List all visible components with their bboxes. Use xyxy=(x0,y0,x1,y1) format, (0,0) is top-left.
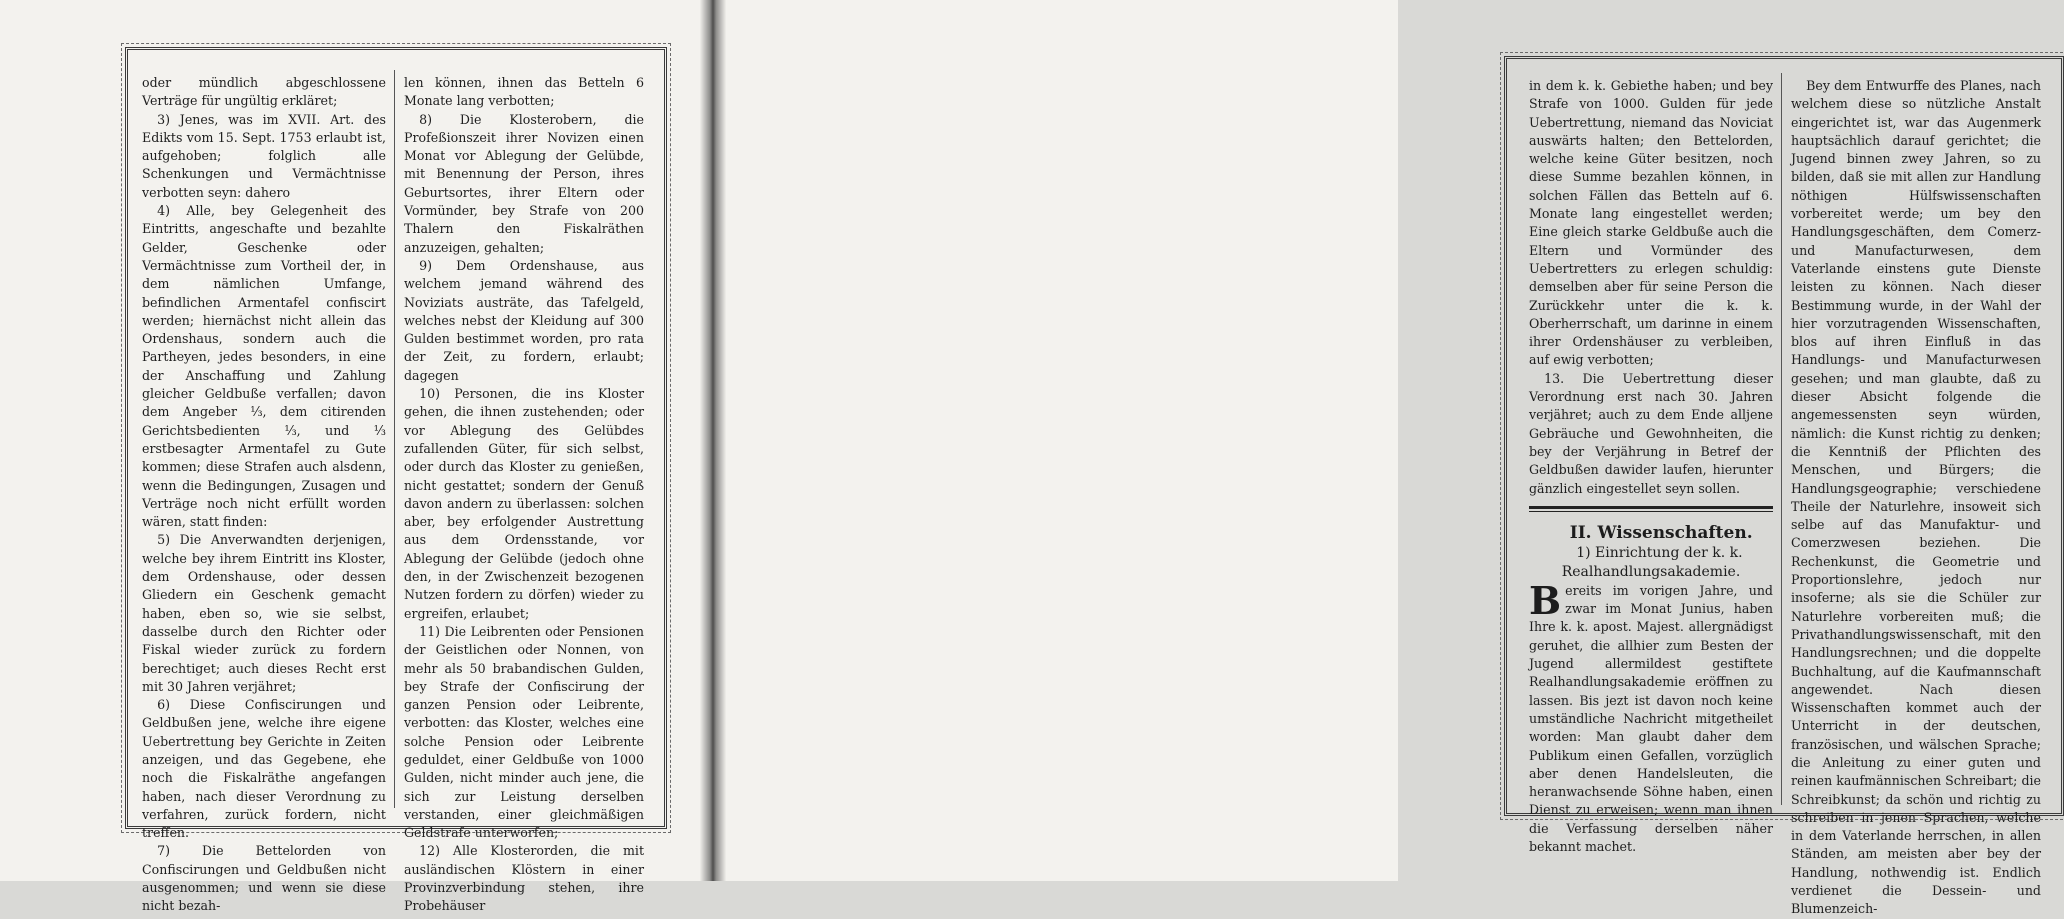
column-divider xyxy=(394,70,395,808)
paragraph: Bey dem Entwurffe des Planes, nach welchem diese so nützliche Anstalt eingerichtet ist, war das Augenmerk hauptsächlich darauf gerichtet; die Jugend binnen zwey Jahren, so zu bilden, daß sie mit allen zur Handlung nöthigen Hülfswissenschaften vorbereitet werde; um bey den Handlungsgeschäften, dem Comerz- und Manufacturwesen, dem Vaterlande einstens gute Dienste leisten zu können. Nach dieser Bestimmung wurde, in der Wahl der hier vorzutragenden Wissenschaften, blos auf ihren Einfluß in das Handlungs- und Manufacturwesen gesehen; und man glaubte, daß zu dieser Absicht folgende die angemessensten seyn würden, nämlich: die Kunst richtig zu denken; die Kenntniß der Pflichten des Menschen, und Bürgers; die Handlungsgeographie; verschiedene Theile der Naturlehre, insoweit sich selbe auf das Manufaktur- und Comerzwesen beziehen. Die Rechenkunst, die Geometrie und Proportionslehre, jedoch nur insoferne; als sie die Schüler zur Naturlehre vorbereiten muß; die Privathandlungswissenschaft, mit den Handlungsrechnen; und die doppelte Buchhaltung, auf die Kaufmannschaft angewendet. Nach diesen Wissenschaften kommet auch der Unterricht in der deutschen, französischen, und wälschen Sprache; die Anleitung zu einer guten und reinen kaufmännischen Schreibart; die Schreibkunst; da schön und richtig zu schreiben in jenen Sprachen, welche in dem Vaterlande herrschen, in allen Ständen, am meisten aber bey der Handlung, nothwendig ist. Endlich verdienet die Dessein- und Blumenzeich- xyxy=(1791,78,2041,917)
paragraph: 3) Jenes, was im XVII. Art. des Edikts vom 15. Sept. 1753 erlaubt ist, aufgehoben; folglich alle Schenkungen und Vermächtnisse verbotten seyn: dahero xyxy=(142,111,386,200)
section-heading: II. Wissenschaften. xyxy=(1569,522,1753,543)
section-rule xyxy=(1529,506,1773,512)
column-divider xyxy=(1781,73,1782,805)
paragraph: 12) Alle Klosterorden, die mit ausländischen Klöstern in einer Provinzverbindung stehen, ihre Probehäuser xyxy=(404,843,644,914)
article-intro-paragraph xyxy=(1529,577,1773,856)
paragraph: 8) Die Klosterobern, die Profeßionszeit ihrer Novizen einen Monat vor Ablegung der Gelübde, mit Benennung der Person, ihres Geburtsortes, ihrer Eltern oder Vormünder, bey Strafe von 200 Thalern den Fiskalräthen anzuzeigen, gehalten; xyxy=(404,111,644,255)
left-page-column-2 xyxy=(404,74,644,916)
paragraph: 4) Alle, bey Gelegenheit des Eintritts, angeschafte und bezahlte Gelder, Geschenke oder Vermächtnisse zum Vortheil der, in dem nämlichen Umfange, befindlichen Armentafel confiscirt werden; hiernächst nicht allein das Ordenshaus, sondern auch die Partheyen, jedes besonders, in eine der Anschaffung und Zahlung gleicher Geldbuße verfallen; davon dem Angeber ⅓, dem citirenden Gerichtsbedienten ⅓, und ⅓ erstbesagter Armentafel zu Gute kommen; diese Strafen auch alsdenn, wenn die Bedingungen, Zusagen und Verträge noch nicht erfüllt worden wären, statt finden: xyxy=(142,203,386,530)
article-intro-text: ereits im vorigen Jahre, und zwar im Monat Junius, haben Ihre k. k. apost. Majest. allergnädigst geruhet, die allhier zum Besten der Jugend allermildest gestiftete Realhandlungsakademie eröffnen zu lassen. Bis jezt ist davon noch keine umständliche Nachricht mitgetheilet worden: Man glaubt daher dem Publikum einen Gefallen, vorzüglich aber denen Handelsleuten, die heranwachsende Söhne haben, einen Dienst zu erweisen; wenn man ihnen die Verfassung derselben näher bekannt machet. xyxy=(1529,582,1773,854)
sub-heading: 1) Einrichtung der k. k. Realhandlungsakademie. xyxy=(1561,544,1743,580)
paragraph: 11) Die Leibrenten oder Pensionen der Geistlichen oder Nonnen, von mehr als 50 brabandischen Gulden, bey Strafe der Confiscirung der ganzen Pension oder Leibrente, verbotten: das Kloster, welches eine solche Pension oder Leibrente geduldet, einer Geldbuße von 1000 Gulden, nicht minder auch jene, die sich zur Leistung derselben verstanden, einer gleichmäßigen Geldstrafe unterworfen; xyxy=(404,623,644,841)
right-page-border xyxy=(1504,56,2064,917)
paragraph: 13. Die Uebertrettung dieser Verordnung erst nach 30. Jahren verjähret; auch zu dem Ende alljene Gebräuche und Gewohnheiten, die bey der Verjährung in Betref der Geldbußen dawider laufen, hierunter gänzlich eingestellet seyn sollen. xyxy=(1529,370,1773,496)
paragraph: 5) Die Anverwandten derjenigen, welche bey ihrem Eintritt ins Kloster, dem Ordenshause, oder dessen Gliedern ein Geschenk gemacht haben, eben so, wie sie selbst, dasselbe durch den Richter oder Fiskal wieder zurück zu fordern berechtiget; auch dieses Recht erst mit 30 Jahren verjähret; xyxy=(142,532,386,694)
right-page-column-1 xyxy=(1529,77,1773,856)
decree-continuation xyxy=(1529,77,1773,498)
paragraph: in dem k. k. Gebiethe haben; und bey Strafe von 1000. Gulden für jede Uebertrettung, niemand das Noviciat auswärts halten; den Bettelorden, welche keine Güter besitzen, noch diese Summe bezahlen können, in solchen Fällen das Betteln auf 6. Monate lang eingestellet werden; Eine gleich starke Geldbuße auch die Eltern und Vormünder des Uebertretters zu erlegen schuldig: demselben aber für seine Person die Zurückkehr unter die k. k. Oberherrschaft, um darinne in einem ihrer Ordenshäuser zu verbleiben, auf ewig verbotten; xyxy=(1529,78,1773,368)
paragraph: 9) Dem Ordenshause, aus welchem jemand während des Noviziats austräte, das Tafelgeld, welches nebst der Kleidung auf 300 Gulden bestimmet worden, pro rata der Zeit, zu fordern, erlaubt; dagegen xyxy=(404,257,644,383)
left-page-column-1 xyxy=(142,74,386,916)
right-page xyxy=(718,0,2041,917)
paragraph: 10) Personen, die ins Kloster gehen, die ihnen zustehenden; oder vor Ablegung des Gelübdes zufallenden Güter, für sich selbst, oder durch das Kloster zu genießen, nicht gestattet; sondern der Genuß davon andern zu überlassen: solchen aber, bey erfolgender Austrettung aus dem Ordensstande, vor Ablegung der Gelübde (jedoch ohne den, in der Zwischenzeit bezogenen Nutzen fordern zu dörfen) wieder zu ergreifen, erlaubet; xyxy=(404,386,644,621)
left-page-border xyxy=(125,47,667,914)
right-page-column-2 xyxy=(1791,77,2041,919)
paragraph: len können, ihnen das Betteln 6 Monate lang verbotten; xyxy=(404,75,644,109)
paragraph: oder mündlich abgeschlossene Verträge für ungültig erkläret; xyxy=(142,75,386,109)
left-page xyxy=(0,0,708,914)
paragraph: 7) Die Bettelorden von Confiscirungen und Geldbußen nicht ausgenommen; und wenn sie diese nicht bezah- xyxy=(142,843,386,914)
book-gutter xyxy=(700,0,726,881)
paragraph: 6) Diese Confiscirungen und Geldbußen jene, welche ihre eigene Uebertrettung bey Gerichte in Zeiten anzeigen, und das Gegebene, ehe noch die Fiskalräthe angefangen haben, nach dieser Verordnung zu verfahren, zurück fordern, nicht treffen. xyxy=(142,697,386,841)
drop-cap: B xyxy=(1529,577,1562,623)
